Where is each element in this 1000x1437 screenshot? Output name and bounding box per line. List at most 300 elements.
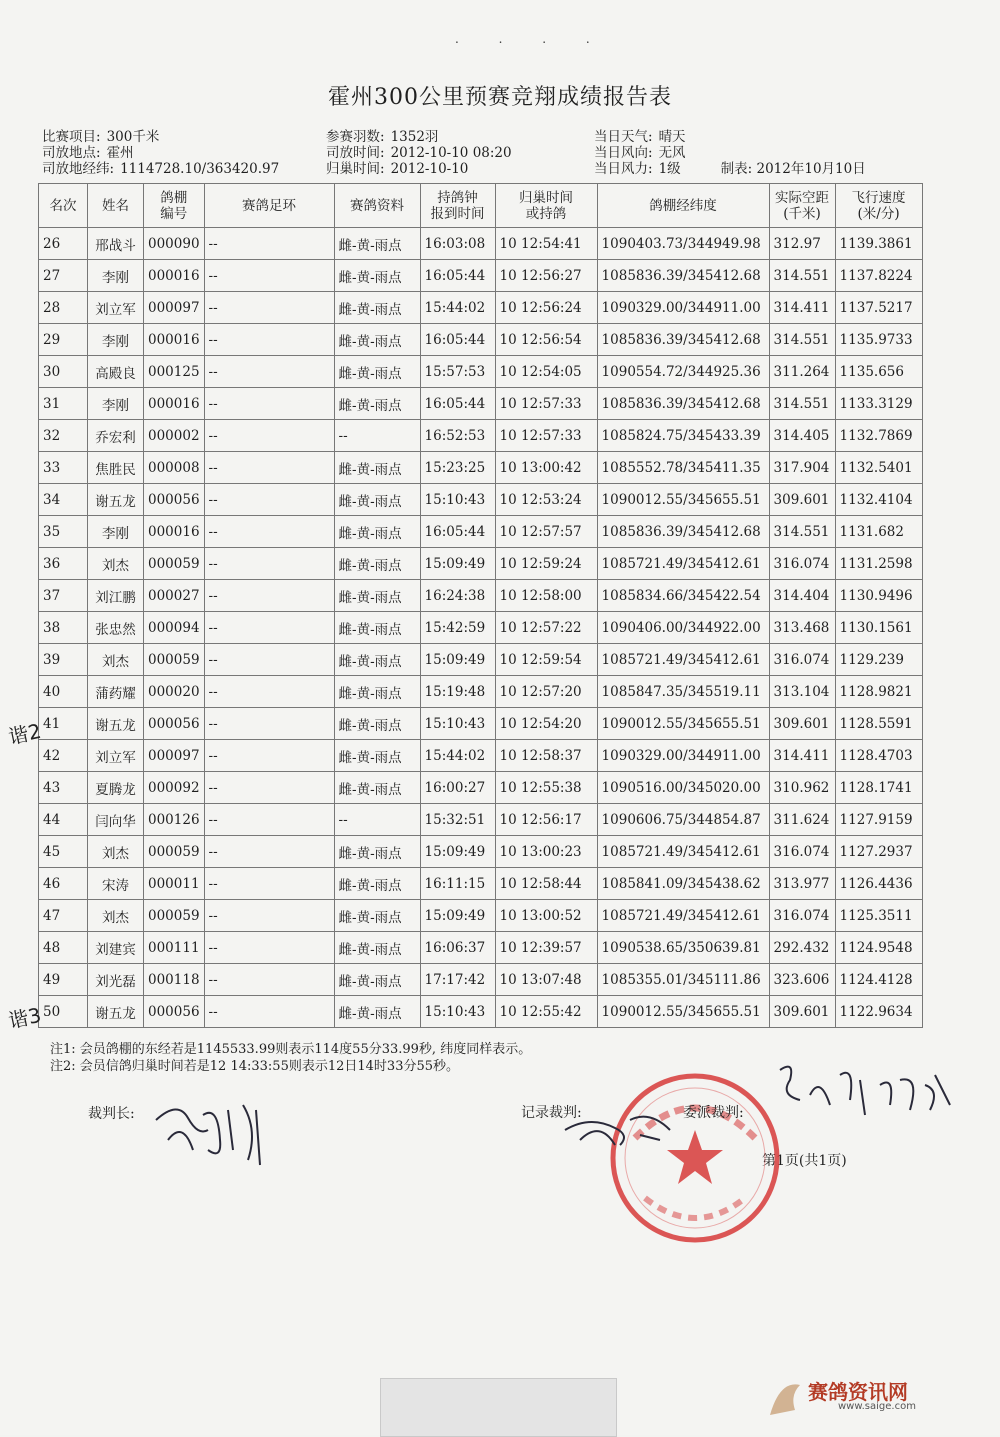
table-cell: 1128.4703 bbox=[835, 740, 922, 772]
table-cell: 10 12:54:20 bbox=[495, 708, 597, 740]
table-cell: -- bbox=[204, 516, 334, 548]
table-cell: 000126 bbox=[144, 804, 205, 836]
table-cell: 000002 bbox=[144, 420, 205, 452]
table-cell: 1122.9634 bbox=[835, 996, 922, 1028]
table-cell: 10 12:56:24 bbox=[495, 292, 597, 324]
table-cell: 1085836.39/345412.68 bbox=[597, 516, 769, 548]
table-cell: 蒲药耀 bbox=[88, 676, 144, 708]
table-cell: 36 bbox=[39, 548, 88, 580]
table-row bbox=[39, 356, 923, 388]
table-cell: 000059 bbox=[144, 644, 205, 676]
table-cell: 10 12:56:54 bbox=[495, 324, 597, 356]
meta-key: 当日天气: bbox=[594, 129, 653, 145]
table-cell: 1090554.72/344925.36 bbox=[597, 356, 769, 388]
table-cell: 1085841.09/345438.62 bbox=[597, 868, 769, 900]
column-header: 飞行速度 (米/分) bbox=[835, 184, 922, 228]
table-cell: 000016 bbox=[144, 388, 205, 420]
table-cell: -- bbox=[204, 292, 334, 324]
table-cell: 35 bbox=[39, 516, 88, 548]
table-row bbox=[39, 804, 923, 836]
table-cell: 1129.239 bbox=[835, 644, 922, 676]
table-cell: 10 12:55:42 bbox=[495, 996, 597, 1028]
table-cell: 29 bbox=[39, 324, 88, 356]
table-cell: 1090329.00/344911.00 bbox=[597, 292, 769, 324]
table-row bbox=[39, 548, 923, 580]
table-cell: 雌-黄-雨点 bbox=[334, 260, 420, 292]
table-row bbox=[39, 932, 923, 964]
chief-judge-signature bbox=[148, 1090, 278, 1170]
table-cell: 15:57:53 bbox=[420, 356, 495, 388]
table-cell: 1139.3861 bbox=[835, 228, 922, 260]
table-cell: 15:09:49 bbox=[420, 644, 495, 676]
table-cell: 40 bbox=[39, 676, 88, 708]
table-cell: 10 12:57:33 bbox=[495, 388, 597, 420]
table-cell: 313.468 bbox=[769, 612, 835, 644]
meta-key: 参赛羽数: bbox=[326, 129, 385, 145]
table-cell: 1125.3511 bbox=[835, 900, 922, 932]
table-cell: 刘杰 bbox=[88, 548, 144, 580]
table-cell: 10 13:00:52 bbox=[495, 900, 597, 932]
record-judge-label: 记录裁判: bbox=[521, 1105, 582, 1121]
table-cell: 1090516.00/345020.00 bbox=[597, 772, 769, 804]
table-cell: 313.104 bbox=[769, 676, 835, 708]
table-cell: 000020 bbox=[144, 676, 205, 708]
made-by: 制表: 2012年10月10日 bbox=[720, 161, 866, 177]
table-cell: 000016 bbox=[144, 324, 205, 356]
table-cell: 10 12:58:37 bbox=[495, 740, 597, 772]
margin-note-2: 谐3 bbox=[6, 1002, 44, 1034]
table-row bbox=[39, 516, 923, 548]
table-cell: 16:00:27 bbox=[420, 772, 495, 804]
table-cell: 314.405 bbox=[769, 420, 835, 452]
table-cell: 314.411 bbox=[769, 740, 835, 772]
table-cell: -- bbox=[204, 740, 334, 772]
table-cell: 44 bbox=[39, 804, 88, 836]
table-cell: 27 bbox=[39, 260, 88, 292]
table-cell: 李刚 bbox=[88, 388, 144, 420]
table-cell: 15:32:51 bbox=[420, 804, 495, 836]
table-cell: 313.977 bbox=[769, 868, 835, 900]
table-cell: 乔宏利 bbox=[88, 420, 144, 452]
table-cell: 刘杰 bbox=[88, 836, 144, 868]
meta-value: 1352羽 bbox=[390, 129, 439, 145]
table-cell: 1085721.49/345412.61 bbox=[597, 836, 769, 868]
table-cell: 雌-黄-雨点 bbox=[334, 548, 420, 580]
table-cell: 10 12:58:00 bbox=[495, 580, 597, 612]
table-cell: 10 12:56:17 bbox=[495, 804, 597, 836]
table-cell: 10 12:54:05 bbox=[495, 356, 597, 388]
table-row bbox=[39, 324, 923, 356]
table-cell: 16:05:44 bbox=[420, 260, 495, 292]
column-header: 姓名 bbox=[88, 184, 144, 228]
table-cell: 000090 bbox=[144, 228, 205, 260]
table-cell: 刘杰 bbox=[88, 900, 144, 932]
table-cell: 1085355.01/345111.86 bbox=[597, 964, 769, 996]
table-cell: -- bbox=[204, 580, 334, 612]
table-cell: 1128.1741 bbox=[835, 772, 922, 804]
table-row bbox=[39, 996, 923, 1028]
table-cell: 1090329.00/344911.00 bbox=[597, 740, 769, 772]
table-cell: 刘江鹏 bbox=[88, 580, 144, 612]
column-header: 归巢时间 或持鸽 bbox=[495, 184, 597, 228]
table-cell: 32 bbox=[39, 420, 88, 452]
note-1: 注1: 会员鸽棚的东经若是1145533.99则表示114度55分33.99秒, 纬度同样表示。 bbox=[50, 1042, 532, 1057]
notes bbox=[50, 1041, 531, 1075]
table-cell: 1085836.39/345412.68 bbox=[597, 324, 769, 356]
table-cell: 雌-黄-雨点 bbox=[334, 836, 420, 868]
table-cell: 000016 bbox=[144, 516, 205, 548]
table-cell: 邢战斗 bbox=[88, 228, 144, 260]
table-cell: 1090012.55/345655.51 bbox=[597, 484, 769, 516]
table-cell: 高殿良 bbox=[88, 356, 144, 388]
table-cell: 1124.4128 bbox=[835, 964, 922, 996]
column-header: 鸽棚经纬度 bbox=[597, 184, 769, 228]
table-cell: 309.601 bbox=[769, 996, 835, 1028]
table-cell: 1133.3129 bbox=[835, 388, 922, 420]
table-cell: 312.97 bbox=[769, 228, 835, 260]
meta-value: 晴天 bbox=[658, 129, 686, 145]
table-cell: 1085836.39/345412.68 bbox=[597, 260, 769, 292]
table-cell: 309.601 bbox=[769, 708, 835, 740]
table-row bbox=[39, 740, 923, 772]
table-cell: 314.404 bbox=[769, 580, 835, 612]
table-cell: 311.264 bbox=[769, 356, 835, 388]
table-cell: 26 bbox=[39, 228, 88, 260]
table-row bbox=[39, 420, 923, 452]
table-cell: 刘立军 bbox=[88, 292, 144, 324]
table-cell: 张忠然 bbox=[88, 612, 144, 644]
meta-key: 归巢时间: bbox=[326, 161, 385, 177]
table-cell: 38 bbox=[39, 612, 88, 644]
table-cell: 16:03:08 bbox=[420, 228, 495, 260]
table-cell: 1132.5401 bbox=[835, 452, 922, 484]
chief-judge-label: 裁判长: bbox=[88, 1106, 135, 1122]
meta-key: 当日风力: bbox=[594, 161, 653, 177]
table-cell: -- bbox=[204, 612, 334, 644]
table-cell: -- bbox=[204, 932, 334, 964]
table-cell: -- bbox=[204, 676, 334, 708]
table-cell: -- bbox=[204, 228, 334, 260]
table-cell: 刘建宾 bbox=[88, 932, 144, 964]
table-row bbox=[39, 228, 923, 260]
table-row bbox=[39, 388, 923, 420]
table-cell: 000097 bbox=[144, 292, 205, 324]
table-cell: -- bbox=[204, 868, 334, 900]
meta-right bbox=[594, 129, 866, 177]
meta-key: 比赛项目: bbox=[42, 129, 101, 145]
table-cell: 谢五龙 bbox=[88, 484, 144, 516]
table-cell: 1135.656 bbox=[835, 356, 922, 388]
table-cell: 刘杰 bbox=[88, 644, 144, 676]
table-cell: 1128.9821 bbox=[835, 676, 922, 708]
meta-value: 霍州 bbox=[106, 145, 134, 161]
table-cell: 1137.8224 bbox=[835, 260, 922, 292]
table-cell: 雌-黄-雨点 bbox=[334, 932, 420, 964]
table-cell: 33 bbox=[39, 452, 88, 484]
table-cell: 10 12:57:20 bbox=[495, 676, 597, 708]
table-cell: 15:10:43 bbox=[420, 708, 495, 740]
table-cell: 000059 bbox=[144, 836, 205, 868]
table-cell: 314.551 bbox=[769, 260, 835, 292]
table-cell: 1085834.66/345422.54 bbox=[597, 580, 769, 612]
table-cell: 314.551 bbox=[769, 388, 835, 420]
table-cell: 314.551 bbox=[769, 516, 835, 548]
table-cell: 雌-黄-雨点 bbox=[334, 964, 420, 996]
table-cell: 10 13:00:23 bbox=[495, 836, 597, 868]
table-cell: 夏腾龙 bbox=[88, 772, 144, 804]
table-cell: 000056 bbox=[144, 708, 205, 740]
table-cell: 李刚 bbox=[88, 260, 144, 292]
table-header-row bbox=[39, 184, 923, 228]
watermark-name: 赛鸽资讯网 bbox=[808, 1380, 908, 1404]
table-cell: 16:05:44 bbox=[420, 388, 495, 420]
table-cell: 28 bbox=[39, 292, 88, 324]
table-body bbox=[39, 228, 923, 1028]
table-cell: -- bbox=[204, 996, 334, 1028]
results-table bbox=[38, 183, 923, 1028]
table-cell: 000056 bbox=[144, 996, 205, 1028]
table-cell: 292.432 bbox=[769, 932, 835, 964]
table-cell: 1090012.55/345655.51 bbox=[597, 996, 769, 1028]
table-cell: 30 bbox=[39, 356, 88, 388]
table-row bbox=[39, 964, 923, 996]
table-cell: 雌-黄-雨点 bbox=[334, 484, 420, 516]
margin-note-1: 谐2 bbox=[6, 718, 44, 750]
table-cell: 雌-黄-雨点 bbox=[334, 772, 420, 804]
table-cell: 000016 bbox=[144, 260, 205, 292]
meta-value: 1114728.10/363420.97 bbox=[120, 161, 280, 177]
table-cell: 45 bbox=[39, 836, 88, 868]
meta-left bbox=[42, 129, 279, 177]
table-cell: 雌-黄-雨点 bbox=[334, 900, 420, 932]
table-cell: -- bbox=[204, 804, 334, 836]
table-cell: -- bbox=[204, 388, 334, 420]
column-header: 鸽棚 编号 bbox=[144, 184, 205, 228]
table-cell: 16:24:38 bbox=[420, 580, 495, 612]
table-cell: 000097 bbox=[144, 740, 205, 772]
table-cell: 雌-黄-雨点 bbox=[334, 740, 420, 772]
column-header: 赛鸽资料 bbox=[334, 184, 420, 228]
table-row bbox=[39, 580, 923, 612]
table-cell: 1124.9548 bbox=[835, 932, 922, 964]
table-cell: 1132.4104 bbox=[835, 484, 922, 516]
table-cell: 311.624 bbox=[769, 804, 835, 836]
table-cell: -- bbox=[204, 356, 334, 388]
table-cell: 000111 bbox=[144, 932, 205, 964]
table-cell: 1128.5591 bbox=[835, 708, 922, 740]
table-cell: 10 12:59:24 bbox=[495, 548, 597, 580]
table-cell: 10 12:59:54 bbox=[495, 644, 597, 676]
table-cell: 10 12:54:41 bbox=[495, 228, 597, 260]
table-cell: 1137.5217 bbox=[835, 292, 922, 324]
table-cell: 雌-黄-雨点 bbox=[334, 388, 420, 420]
table-cell: 1085721.49/345412.61 bbox=[597, 548, 769, 580]
table-cell: 1085721.49/345412.61 bbox=[597, 644, 769, 676]
record-judge-signature bbox=[560, 1100, 680, 1160]
table-cell: 15:10:43 bbox=[420, 996, 495, 1028]
table-cell: -- bbox=[204, 964, 334, 996]
table-cell: 1090406.00/344922.00 bbox=[597, 612, 769, 644]
table-cell: 1085721.49/345412.61 bbox=[597, 900, 769, 932]
table-cell: 316.074 bbox=[769, 548, 835, 580]
table-cell: 47 bbox=[39, 900, 88, 932]
table-cell: 雌-黄-雨点 bbox=[334, 516, 420, 548]
table-cell: 1131.2598 bbox=[835, 548, 922, 580]
table-cell: 1090538.65/350639.81 bbox=[597, 932, 769, 964]
meta-mid bbox=[326, 129, 512, 177]
top-marks: . . . . bbox=[455, 32, 608, 46]
table-cell: 1090606.75/344854.87 bbox=[597, 804, 769, 836]
table-cell: -- bbox=[204, 420, 334, 452]
table-cell: 10 13:07:48 bbox=[495, 964, 597, 996]
table-cell: 41 bbox=[39, 708, 88, 740]
table-cell: 10 12:53:24 bbox=[495, 484, 597, 516]
table-cell: 42 bbox=[39, 740, 88, 772]
table-row bbox=[39, 708, 923, 740]
table-cell: 雌-黄-雨点 bbox=[334, 580, 420, 612]
table-cell: 雌-黄-雨点 bbox=[334, 868, 420, 900]
table-cell: 1126.4436 bbox=[835, 868, 922, 900]
table-cell: 15:44:02 bbox=[420, 292, 495, 324]
table-cell: 10 12:58:44 bbox=[495, 868, 597, 900]
table-cell: 16:06:37 bbox=[420, 932, 495, 964]
table-row bbox=[39, 484, 923, 516]
table-cell: 10 12:57:33 bbox=[495, 420, 597, 452]
table-cell: -- bbox=[204, 772, 334, 804]
table-cell: 000011 bbox=[144, 868, 205, 900]
table-cell: 刘光磊 bbox=[88, 964, 144, 996]
table-cell: 1090403.73/344949.98 bbox=[597, 228, 769, 260]
watermark-url: www.saige.com bbox=[838, 1401, 916, 1412]
table-cell: 34 bbox=[39, 484, 88, 516]
page-title: 霍州300公里预赛竞翔成绩报告表 bbox=[328, 85, 672, 110]
table-cell: 000092 bbox=[144, 772, 205, 804]
table-row bbox=[39, 452, 923, 484]
table-cell: 50 bbox=[39, 996, 88, 1028]
meta-key: 当日风向: bbox=[594, 145, 653, 161]
table-cell: 宋涛 bbox=[88, 868, 144, 900]
table-cell: 39 bbox=[39, 644, 88, 676]
table-row bbox=[39, 772, 923, 804]
table-cell: 闫向华 bbox=[88, 804, 144, 836]
table-cell: 10 12:56:27 bbox=[495, 260, 597, 292]
table-cell: -- bbox=[334, 804, 420, 836]
table-cell: 310.962 bbox=[769, 772, 835, 804]
column-header: 实际空距 (千米) bbox=[769, 184, 835, 228]
table-cell: 1085552.78/345411.35 bbox=[597, 452, 769, 484]
table-row bbox=[39, 900, 923, 932]
table-cell: 16:11:15 bbox=[420, 868, 495, 900]
table-cell: 15:09:49 bbox=[420, 900, 495, 932]
table-cell: 48 bbox=[39, 932, 88, 964]
meta-key: 司放地点: bbox=[42, 145, 101, 161]
table-cell: 李刚 bbox=[88, 516, 144, 548]
table-cell: 1130.1561 bbox=[835, 612, 922, 644]
meta-value: 2012-10-10 bbox=[390, 161, 469, 177]
table-cell: 1135.9733 bbox=[835, 324, 922, 356]
table-row bbox=[39, 676, 923, 708]
table-cell: 15:44:02 bbox=[420, 740, 495, 772]
table-cell: 49 bbox=[39, 964, 88, 996]
appointed-judge-signature bbox=[760, 1055, 960, 1130]
table-cell: 1085824.75/345433.39 bbox=[597, 420, 769, 452]
table-cell: 000118 bbox=[144, 964, 205, 996]
table-cell: 1127.2937 bbox=[835, 836, 922, 868]
table-cell: 刘立军 bbox=[88, 740, 144, 772]
table-cell: 谢五龙 bbox=[88, 996, 144, 1028]
table-cell: 316.074 bbox=[769, 644, 835, 676]
table-cell: 000125 bbox=[144, 356, 205, 388]
table-cell: 16:05:44 bbox=[420, 516, 495, 548]
table-cell: 309.601 bbox=[769, 484, 835, 516]
table-cell: 316.074 bbox=[769, 900, 835, 932]
table-cell: 1130.9496 bbox=[835, 580, 922, 612]
table-cell: 雌-黄-雨点 bbox=[334, 612, 420, 644]
table-cell: 000008 bbox=[144, 452, 205, 484]
table-cell: -- bbox=[204, 324, 334, 356]
table-cell: 323.606 bbox=[769, 964, 835, 996]
table-cell: 10 12:55:38 bbox=[495, 772, 597, 804]
table-cell: 15:09:49 bbox=[420, 548, 495, 580]
table-cell: 1132.7869 bbox=[835, 420, 922, 452]
table-cell: 10 12:57:22 bbox=[495, 612, 597, 644]
table-cell: 1131.682 bbox=[835, 516, 922, 548]
table-cell: 雌-黄-雨点 bbox=[334, 324, 420, 356]
table-cell: -- bbox=[204, 484, 334, 516]
table-row bbox=[39, 260, 923, 292]
table-cell: 31 bbox=[39, 388, 88, 420]
scanner-clip bbox=[380, 1378, 617, 1437]
meta-value: 1级 bbox=[658, 161, 681, 177]
table-cell: 雌-黄-雨点 bbox=[334, 644, 420, 676]
table-cell: -- bbox=[204, 708, 334, 740]
column-header: 赛鸽足环 bbox=[204, 184, 334, 228]
table-cell: 316.074 bbox=[769, 836, 835, 868]
table-cell: -- bbox=[204, 260, 334, 292]
meta-value: 无风 bbox=[658, 145, 686, 161]
table-cell: 16:05:44 bbox=[420, 324, 495, 356]
table-row bbox=[39, 644, 923, 676]
table-cell: 15:19:48 bbox=[420, 676, 495, 708]
table-cell: 雌-黄-雨点 bbox=[334, 708, 420, 740]
table-cell: 000059 bbox=[144, 900, 205, 932]
table-cell: 雌-黄-雨点 bbox=[334, 228, 420, 260]
table-cell: 46 bbox=[39, 868, 88, 900]
table-cell: 雌-黄-雨点 bbox=[334, 996, 420, 1028]
table-cell: 314.411 bbox=[769, 292, 835, 324]
table-cell: 雌-黄-雨点 bbox=[334, 676, 420, 708]
note-2: 注2: 会员信鸽归巢时间若是12 14:33:55则表示12日14时33分55秒。 bbox=[50, 1059, 460, 1074]
table-cell: 317.904 bbox=[769, 452, 835, 484]
table-cell: 000027 bbox=[144, 580, 205, 612]
table-cell: 17:17:42 bbox=[420, 964, 495, 996]
table-cell: 000056 bbox=[144, 484, 205, 516]
table-cell: 1090012.55/345655.51 bbox=[597, 708, 769, 740]
meta-value: 300千米 bbox=[106, 129, 160, 145]
table-cell: 16:52:53 bbox=[420, 420, 495, 452]
table-cell: 15:42:59 bbox=[420, 612, 495, 644]
table-cell: 314.551 bbox=[769, 324, 835, 356]
table-cell: -- bbox=[204, 900, 334, 932]
meta-value: 2012-10-10 08:20 bbox=[390, 145, 512, 161]
table-cell: 000094 bbox=[144, 612, 205, 644]
appointed-judge-label: 委派裁判: bbox=[683, 1105, 744, 1121]
table-cell: 李刚 bbox=[88, 324, 144, 356]
table-row bbox=[39, 836, 923, 868]
table-cell: -- bbox=[334, 420, 420, 452]
table-cell: 1085847.35/345519.11 bbox=[597, 676, 769, 708]
table-cell: 谢五龙 bbox=[88, 708, 144, 740]
